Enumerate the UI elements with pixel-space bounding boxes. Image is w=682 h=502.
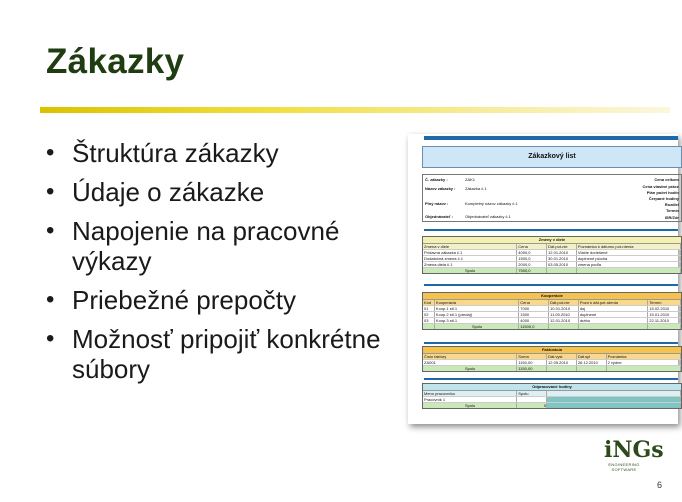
info-right: Plán počet hodín: [646, 190, 679, 195]
section-title: Zmeny v diele: [423, 237, 681, 243]
column-header: Termín: [648, 300, 681, 305]
cell: [547, 391, 681, 396]
bullet-item: • Možnosť pripojiť konkrétne súbory: [44, 324, 399, 384]
column-header: Dát.pot-nie: [549, 300, 579, 305]
cell: ZA001: [423, 360, 517, 365]
cell: [547, 397, 681, 402]
column-header: Pozn k dát.pot-rdenia: [579, 300, 648, 305]
cell: 02: [423, 312, 435, 317]
table-row: [423, 255, 681, 261]
cell: [577, 366, 607, 371]
cell: [579, 324, 648, 329]
table-row: [423, 359, 681, 365]
info-row: Názov zákazky : Zákazka č.1: [425, 186, 487, 191]
cell: 1150,00: [517, 360, 547, 365]
column-headers: [423, 243, 681, 249]
cell: Koop.3 stl.1: [435, 318, 519, 323]
cell: [577, 268, 681, 273]
column-header: Poznámka k dátumu pot-rdenia: [577, 244, 681, 249]
column-header: Kooperácia: [435, 300, 519, 305]
column-header: Dát.vyst: [547, 354, 577, 359]
cell: doplnené plocha: [577, 256, 681, 261]
cell: 0: [517, 403, 547, 408]
bullet-item: • Údaje o zákazke: [44, 177, 399, 207]
table-row: [423, 311, 681, 317]
column-headers: [423, 353, 681, 359]
sheet-top-bar: [424, 136, 678, 140]
column-headers: [423, 390, 681, 396]
cell: zmena podľa: [577, 262, 681, 267]
cell: Dodatočná zmena č.1: [423, 256, 517, 261]
column-header: Zmena v diele: [423, 244, 517, 249]
bullet-item: • Štruktúra zákazky: [44, 138, 399, 168]
cell: [547, 268, 577, 273]
logo-line2: SOFTWARE: [611, 467, 637, 472]
column-headers: [423, 299, 681, 305]
section-title: Faktúrácia: [423, 347, 681, 353]
section-title: Kooperácie: [423, 293, 681, 299]
column-header: Dát.pot-nie: [547, 244, 577, 249]
sheet-divider: [424, 284, 678, 286]
bullet-item: • Napojenie na pracovné výkazy: [44, 216, 399, 276]
cell: 4000: [519, 318, 549, 323]
cell: 03.05.2010: [547, 262, 577, 267]
info-right: ISR/Zdr: [664, 215, 679, 220]
cell: 10.01.2010: [549, 306, 579, 311]
info-right: Cena celkom: [654, 177, 679, 182]
page-number: 6: [657, 480, 663, 490]
cell: [423, 324, 435, 329]
cell: 26.12.2010: [577, 360, 607, 365]
coop-section: [422, 292, 682, 330]
cell: dráhu: [579, 318, 648, 323]
cell: Koop.2 stl.1 (predaj): [435, 312, 519, 317]
info-right: Termín: [665, 208, 679, 213]
cell: [547, 366, 577, 371]
changes-section: [422, 236, 682, 274]
sheet-title: Zákazkový list: [422, 146, 682, 168]
hours-section: [422, 383, 682, 409]
cell: 01: [423, 306, 435, 311]
sheet-info: [422, 174, 682, 222]
column-header: Suma: [517, 354, 547, 359]
cell: [549, 324, 579, 329]
sum-row: [423, 323, 681, 329]
logo-line1: ENGINEERING: [608, 462, 640, 467]
sum-row: [423, 402, 681, 408]
invoice-section: [422, 346, 682, 372]
logo-mark: iNGs: [604, 437, 664, 463]
cell: 2000,0: [517, 262, 547, 267]
cell: Vtáčie doriešené: [577, 250, 681, 255]
cell: 03: [423, 318, 435, 323]
cell: [607, 366, 681, 371]
cell: doj: [579, 306, 648, 311]
sheet-divider: [424, 378, 678, 380]
section-title: Odpracované hodiny: [423, 384, 681, 390]
cell: 15.01.2010: [648, 312, 681, 317]
sum-row: [423, 365, 681, 371]
cell: 30.01.2010: [547, 256, 577, 261]
cell: 22.11.2010: [648, 318, 681, 323]
cell: 12.05.2010: [547, 360, 577, 365]
cell: [517, 397, 547, 402]
sheet-divider: [424, 342, 678, 344]
cell: 12.01.2010: [547, 250, 577, 255]
cell: 1500: [519, 312, 549, 317]
cell: 4000,0: [517, 250, 547, 255]
cell: Koop.1 stl.1: [435, 306, 519, 311]
column-header: Dát.spl: [577, 354, 607, 359]
cell: 7500,0: [517, 268, 547, 273]
column-header: Meno pracovníka: [423, 391, 517, 396]
column-header: Kód: [423, 300, 435, 305]
cell: 1500,0: [517, 256, 547, 261]
cell: [547, 403, 681, 408]
cell: Spolu: [423, 268, 517, 273]
info-row: Objednávateľ : Objednávateľ zákazky č.1: [425, 214, 511, 219]
sheet-divider: [424, 229, 678, 231]
info-right: Rozdiel: [664, 202, 679, 207]
info-row: Č. zákazky : ZAK1: [425, 177, 476, 182]
info-right: Cena vlastné práce: [642, 184, 679, 189]
cell: 11.05.2010: [549, 312, 579, 317]
bullet-item: • Priebežné prepočty: [44, 285, 399, 315]
slide-title: Zákazky: [46, 42, 185, 81]
info-row: Plný názov : Kompletný názov zákazky č.1: [425, 201, 518, 206]
order-sheet-image: [408, 134, 678, 424]
cell: 2 výdne: [607, 360, 681, 365]
company-logo: [604, 437, 664, 472]
column-header: Spolu: [517, 391, 547, 396]
info-right: Čerpané hodiny: [648, 196, 679, 201]
cell: 12.01.2010: [549, 318, 579, 323]
cell: Pracovník 1: [423, 397, 517, 402]
bullet-list: [44, 138, 399, 393]
sum-row: [423, 267, 681, 273]
table-row: [423, 261, 681, 267]
table-row: [423, 249, 681, 255]
cell: 1150,00: [517, 366, 547, 371]
cell: Prídavná zákazka č.1: [423, 250, 517, 255]
column-header: Cena: [517, 244, 547, 249]
cell: doplnené: [579, 312, 648, 317]
table-row: [423, 317, 681, 323]
cell: Spolu: [435, 324, 519, 329]
cell: [648, 324, 681, 329]
title-underline: [40, 107, 670, 113]
cell: 15.02.2010: [648, 306, 681, 311]
cell: 11500,0: [519, 324, 549, 329]
column-header: Cena: [519, 300, 549, 305]
column-header: Číslo faktúry: [423, 354, 517, 359]
column-header: Poznámka: [607, 354, 681, 359]
cell: Zmena diela č.1: [423, 262, 517, 267]
cell: Spolu: [423, 403, 517, 408]
cell: Spolu: [423, 366, 517, 371]
cell: 7000: [519, 306, 549, 311]
table-row: [423, 396, 681, 402]
table-row: [423, 305, 681, 311]
